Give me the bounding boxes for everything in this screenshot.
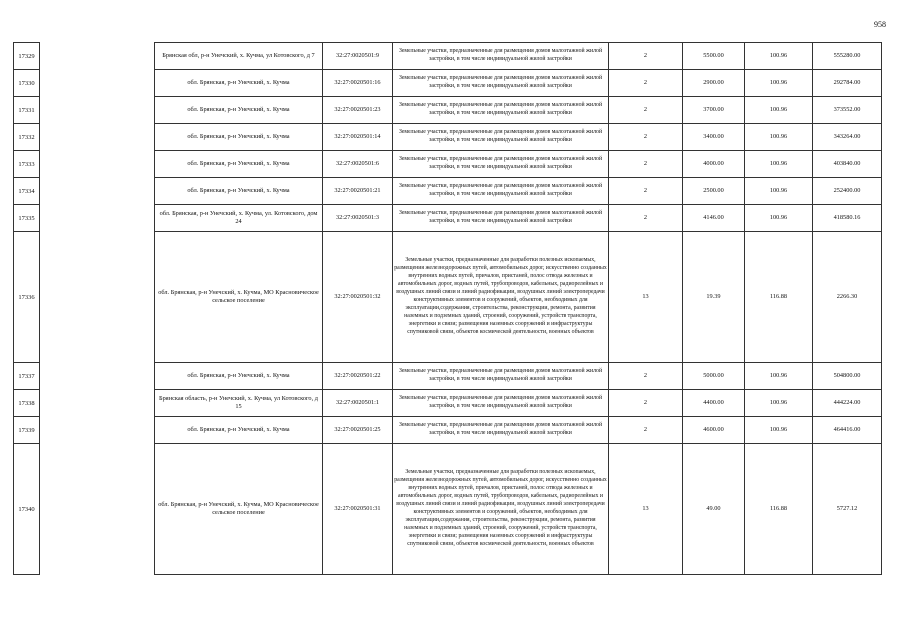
row-number-row [14,151,40,178]
cadastral-number-cell: 32:27:0020501:23 [323,97,393,124]
table-row [155,151,882,178]
row-number-row [14,178,40,205]
table-row [155,70,882,97]
rate-cell: 100.96 [745,70,813,97]
cadastral-number-cell: 32:27:0020501:32 [323,232,393,363]
value-cell: 555280.00 [813,43,882,70]
row-number-cell: 17329 [14,43,40,70]
group-cell: 2 [609,97,683,124]
area-cell: 49.00 [683,444,745,575]
address-cell: обл. Брянская, р-н Унечский, х. Кучма, МО Красновическое сельское поселение [155,444,323,575]
group-cell: 2 [609,363,683,390]
table-row [155,232,882,363]
land-use-cell: Земельные участки, предназначенные для размещения домов малоэтажной жилой застройки, в том числе индивидуальной жилой застройки [393,70,609,97]
row-number-row [14,43,40,70]
rate-cell: 100.96 [745,390,813,417]
row-number-row [14,363,40,390]
area-cell: 3400.00 [683,124,745,151]
land-use-cell: Земельные участки, предназначенные для размещения домов малоэтажной жилой застройки, в том числе индивидуальной жилой застройки [393,43,609,70]
area-cell: 5500.00 [683,43,745,70]
rate-cell: 116.88 [745,232,813,363]
row-number-cell: 17335 [14,205,40,232]
area-cell: 4600.00 [683,417,745,444]
area-cell: 2900.00 [683,70,745,97]
land-use-cell: Земельные участки, предназначенные для разработки полезных ископаемых, размещения железнодорожных путей, автомобильных дорог, искусственно созданных внутренних водных путей, причалов, пристаней, полос отвода железных и автомобильных дорог, водных путей, трубопроводов, кабельных, радиорелейных и воздушных линий связи и линий радиофикации, воздушных линий электропередачи конструктивных элементов и сооружений, объектов, необходимых для эксплуатации,содержания, строительства, реконструкции, ремонта, развития наземных и подземных зданий, строений, сооружений, устройств транспорта, энергетики и связи; размещения наземных сооружений и инфраструктуры спутниковой связи, объектов космической деятельности, военных объектов [393,444,609,575]
page-number: 958 [874,20,886,29]
value-cell: 343264.00 [813,124,882,151]
land-use-cell: Земельные участки, предназначенные для размещения домов малоэтажной жилой застройки, в том числе индивидуальной жилой застройки [393,205,609,232]
table-row [155,417,882,444]
land-use-cell: Земельные участки, предназначенные для размещения домов малоэтажной жилой застройки, в том числе индивидуальной жилой застройки [393,97,609,124]
land-parcel-table [154,42,882,575]
row-number-row [14,205,40,232]
cadastral-number-cell: 32:27:0020501:9 [323,43,393,70]
area-cell: 3700.00 [683,97,745,124]
area-cell: 5000.00 [683,363,745,390]
group-cell: 13 [609,232,683,363]
row-number-cell: 17336 [14,232,40,363]
address-cell: обл. Брянская, р-н Унечский, х. Кучма [155,178,323,205]
address-cell: обл. Брянская, р-н Унечский, х. Кучма [155,70,323,97]
group-cell: 2 [609,124,683,151]
group-cell: 2 [609,43,683,70]
row-number-row [14,232,40,363]
value-cell: 418580.16 [813,205,882,232]
land-use-cell: Земельные участки, предназначенные для размещения домов малоэтажной жилой застройки, в том числе индивидуальной жилой застройки [393,124,609,151]
cadastral-number-cell: 32:27:0020501:14 [323,124,393,151]
value-cell: 504800.00 [813,363,882,390]
group-cell: 2 [609,417,683,444]
cadastral-number-cell: 32:27:0020501:6 [323,151,393,178]
row-number-cell: 17340 [14,444,40,575]
area-cell: 19.39 [683,232,745,363]
land-use-cell: Земельные участки, предназначенные для размещения домов малоэтажной жилой застройки, в том числе индивидуальной жилой застройки [393,363,609,390]
table-row [155,124,882,151]
row-number-cell: 17337 [14,363,40,390]
value-cell: 403840.00 [813,151,882,178]
table-row [155,363,882,390]
address-cell: обл. Брянская, р-н Унечский, х. Кучма [155,417,323,444]
group-cell: 2 [609,178,683,205]
rate-cell: 100.96 [745,363,813,390]
row-number-row [14,444,40,575]
rate-cell: 100.96 [745,178,813,205]
address-cell: Брянская область, р-н Унечский, х. Кучма, ул Котовского, д 15 [155,390,323,417]
row-number-cell: 17332 [14,124,40,151]
table-row [155,97,882,124]
cadastral-number-cell: 32:27:0020501:21 [323,178,393,205]
land-use-cell: Земельные участки, предназначенные для разработки полезных ископаемых, размещения железнодорожных путей, автомобильных дорог, искусственно созданных внутренних водных путей, причалов, пристаней, полос отвода железных и автомобильных дорог, водных путей, трубопроводов, кабельных, радиорелейных и воздушных линий связи и линий радиофикации, воздушных линий электропередачи конструктивных элементов и сооружений, объектов, необходимых для эксплуатации,содержания, строительства, реконструкции, ремонта, развития наземных и подземных зданий, строений, сооружений, устройств транспорта, энергетики и связи; размещения наземных сооружений и инфраструктуры спутниковой связи, объектов космической деятельности, военных объектов [393,232,609,363]
table-row [155,390,882,417]
address-cell: обл. Брянская, р-н Унечский, х. Кучма [155,151,323,178]
row-number-cell: 17338 [14,390,40,417]
group-cell: 2 [609,151,683,178]
address-cell: обл. Брянская, р-н Унечский, х. Кучма, ул. Котовского, дом 24 [155,205,323,232]
group-cell: 2 [609,70,683,97]
address-cell: обл. Брянская, р-н Унечский, х. Кучма [155,124,323,151]
row-number-cell: 17334 [14,178,40,205]
row-number-cell: 17339 [14,417,40,444]
table-row [155,178,882,205]
value-cell: 444224.00 [813,390,882,417]
value-cell: 373552.00 [813,97,882,124]
address-cell: Брянская обл, р-н Унечский, х. Кучма, ул Котовского, д 7 [155,43,323,70]
area-cell: 2500.00 [683,178,745,205]
area-cell: 4000.00 [683,151,745,178]
table-row [155,444,882,575]
address-cell: обл. Брянская, р-н Унечский, х. Кучма [155,97,323,124]
cadastral-number-cell: 32:27:0020501:3 [323,205,393,232]
rate-cell: 100.96 [745,97,813,124]
table-row [155,205,882,232]
rate-cell: 100.96 [745,417,813,444]
land-use-cell: Земельные участки, предназначенные для размещения домов малоэтажной жилой застройки, в том числе индивидуальной жилой застройки [393,417,609,444]
table-row [155,43,882,70]
land-use-cell: Земельные участки, предназначенные для размещения домов малоэтажной жилой застройки, в том числе индивидуальной жилой застройки [393,390,609,417]
rate-cell: 100.96 [745,205,813,232]
address-cell: обл. Брянская, р-н Унечский, х. Кучма [155,363,323,390]
value-cell: 2266.30 [813,232,882,363]
value-cell: 252400.00 [813,178,882,205]
land-use-cell: Земельные участки, предназначенные для размещения домов малоэтажной жилой застройки, в том числе индивидуальной жилой застройки [393,151,609,178]
rate-cell: 116.88 [745,444,813,575]
value-cell: 464416.00 [813,417,882,444]
row-number-row [14,124,40,151]
row-number-row [14,97,40,124]
row-number-column [13,42,40,575]
rate-cell: 100.96 [745,43,813,70]
value-cell: 5727.12 [813,444,882,575]
group-cell: 2 [609,390,683,417]
land-use-cell: Земельные участки, предназначенные для размещения домов малоэтажной жилой застройки, в том числе индивидуальной жилой застройки [393,178,609,205]
row-number-row [14,417,40,444]
area-cell: 4400.00 [683,390,745,417]
group-cell: 13 [609,444,683,575]
cadastral-number-cell: 32:27:0020501:16 [323,70,393,97]
row-number-row [14,70,40,97]
group-cell: 2 [609,205,683,232]
row-number-cell: 17330 [14,70,40,97]
row-number-cell: 17333 [14,151,40,178]
value-cell: 292784.00 [813,70,882,97]
rate-cell: 100.96 [745,151,813,178]
cadastral-number-cell: 32:27:0020501:25 [323,417,393,444]
cadastral-number-cell: 32:27:0020501:22 [323,363,393,390]
cadastral-number-cell: 32:27:0020501:1 [323,390,393,417]
row-number-cell: 17331 [14,97,40,124]
row-number-row [14,390,40,417]
rate-cell: 100.96 [745,124,813,151]
cadastral-number-cell: 32:27:0020501:31 [323,444,393,575]
address-cell: обл. Брянская, р-н Унечский, х. Кучма, МО Красновическое сельское поселение [155,232,323,363]
area-cell: 4146.00 [683,205,745,232]
